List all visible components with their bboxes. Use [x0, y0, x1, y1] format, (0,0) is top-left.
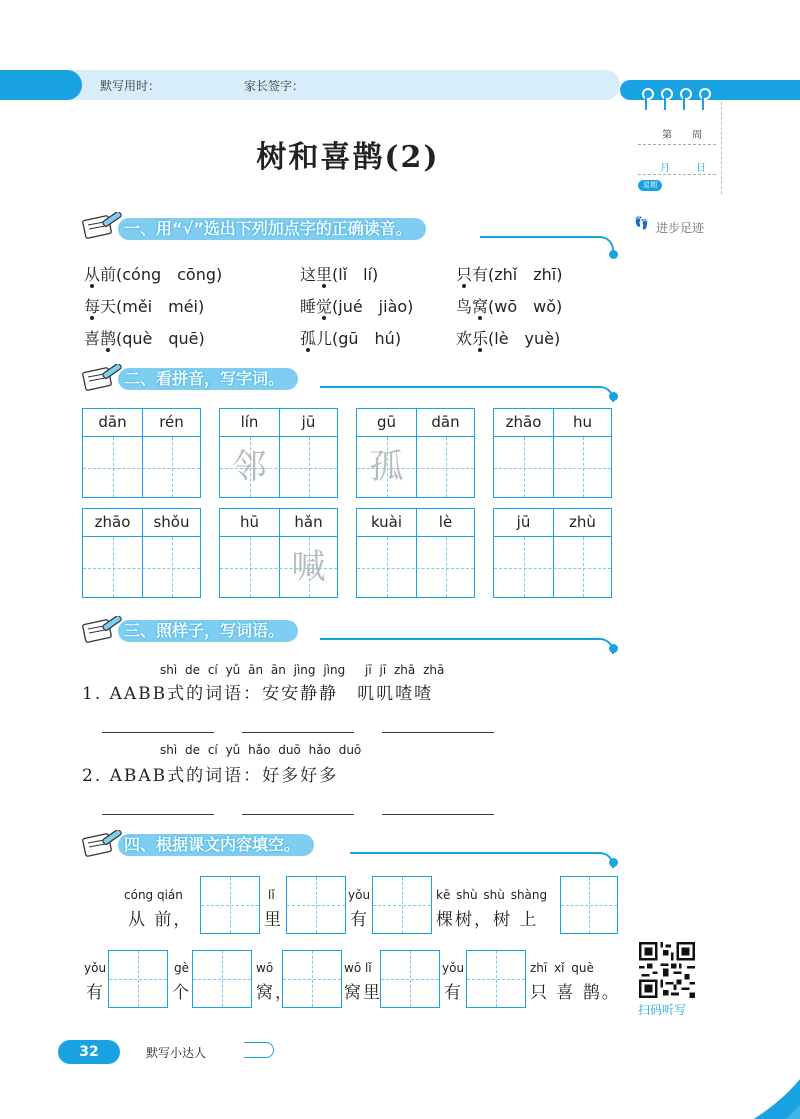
q4-pinyin: cóng qián — [124, 888, 183, 902]
section-2-title — [118, 368, 298, 390]
q3-line2-pinyin: shì de cí yǔ hǎo duō hǎo duō — [160, 743, 362, 757]
grid-guide — [357, 568, 474, 569]
grid-guide — [494, 468, 611, 469]
grid-pinyin: zhù — [569, 513, 596, 531]
q3-line1-pinyin: shì de cí yǔ ān ān jìng jìng jī jī zhā zhā — [160, 663, 445, 677]
q1-item: 喜鹊(què quē) — [84, 329, 205, 348]
grid-guide — [524, 537, 525, 597]
grid-guide — [220, 568, 337, 569]
month-label: 月 — [660, 163, 670, 174]
weekday-tag: 星期 — [638, 180, 662, 191]
footer-curve — [244, 1042, 274, 1058]
qr-code-icon[interactable] — [639, 942, 695, 998]
q4-writing-box[interactable] — [560, 876, 618, 934]
answer-blank[interactable] — [242, 814, 354, 815]
q1-item: 每天(měi méi) — [84, 297, 205, 316]
q4-writing-box[interactable] — [108, 950, 168, 1008]
q4-text: 棵树，树 上 — [436, 910, 539, 930]
q1-item: 睡觉(jué jiào) — [300, 297, 414, 316]
answer-blank[interactable] — [382, 814, 494, 815]
q4-pinyin: yǒu — [442, 961, 465, 975]
answer-blank[interactable] — [102, 732, 214, 733]
section-text: 照样子，写词语。 — [156, 621, 285, 640]
pinyin-writing-grid[interactable] — [356, 408, 475, 498]
pinyin-writing-grid[interactable] — [493, 508, 612, 598]
grid-guide — [446, 437, 447, 497]
q1-item: 孤儿(gū hú) — [300, 329, 402, 348]
section-4-rule — [350, 852, 600, 854]
emphasis-dot — [90, 284, 94, 288]
grid-pinyin: dān — [431, 413, 460, 431]
q3-line2-text: 2. ABAB式的词语：好多好多 — [82, 766, 339, 786]
emphasis-dot — [462, 284, 466, 288]
emphasis-dot — [322, 284, 326, 288]
grid-guide — [83, 468, 200, 469]
grid-guide — [172, 537, 173, 597]
q4-text: 只 喜 鹊。 — [530, 983, 621, 1003]
answer-blank[interactable] — [242, 732, 354, 733]
corner-decoration — [712, 1020, 800, 1119]
q1-item: 欢乐(lè yuè) — [456, 329, 561, 348]
q4-text: 窝， — [256, 983, 294, 1003]
section-text: 用“√”选出下列加点字的正确读音。 — [156, 219, 412, 238]
q4-writing-box[interactable] — [192, 950, 252, 1008]
emphasis-dot — [322, 316, 326, 320]
q4-pinyin: yǒu — [348, 888, 371, 902]
section-number: 二、 — [124, 369, 157, 388]
pinyin-writing-grid[interactable] — [219, 408, 338, 498]
grid-guide — [583, 437, 584, 497]
q1-item: 这里(lǐ lí) — [300, 265, 379, 284]
section-1-rule — [480, 236, 600, 238]
section-2-end-dot — [609, 392, 618, 401]
progress-label: 进步足迹 — [656, 221, 705, 235]
grid-pinyin: hǎn — [294, 513, 323, 531]
grid-guide — [83, 568, 200, 569]
emphasis-dot — [478, 348, 482, 352]
q4-text: 里 — [264, 910, 283, 930]
q4-pinyin: zhī xǐ què — [530, 961, 594, 975]
section-3-end-dot — [609, 644, 618, 653]
q4-text: 窝里 — [344, 983, 382, 1003]
q4-text: 从 前， — [128, 910, 193, 930]
qr-label: 扫码听写 — [638, 1003, 687, 1017]
grid-pinyin: lín — [240, 413, 259, 431]
grid-pinyin: shǒu — [153, 513, 190, 531]
q1-item: 从前(cóng cōng) — [84, 265, 223, 284]
grid-pinyin: gū — [376, 413, 397, 431]
emphasis-dot — [106, 348, 110, 352]
page-title: 树和喜鹊(2) — [256, 140, 440, 175]
q3-line1-text: 1. AABB式的词语：安安静静 叽叽喳喳 — [82, 684, 434, 704]
grid-pinyin: hu — [572, 413, 592, 431]
q4-text: 有 — [86, 983, 105, 1003]
emphasis-dot — [306, 348, 310, 352]
q4-pinyin: wō — [256, 961, 274, 975]
section-text: 根据课文内容填空。 — [156, 835, 301, 854]
q4-text: 有 — [444, 983, 463, 1003]
section-number: 三、 — [124, 621, 157, 640]
pinyin-writing-grid[interactable] — [219, 508, 338, 598]
q4-writing-box[interactable] — [466, 950, 526, 1008]
parent-signature-label: 家长签字： — [244, 79, 305, 93]
week-suffix: 周 — [692, 130, 702, 141]
grid-pinyin: hū — [239, 513, 259, 531]
grid-hint-character: 邻 — [232, 447, 267, 487]
section-text: 看拼音，写字词。 — [156, 369, 285, 388]
pinyin-writing-grid[interactable] — [493, 408, 612, 498]
grid-guide — [524, 437, 525, 497]
grid-guide — [309, 437, 310, 497]
q4-text: 有 — [350, 910, 369, 930]
section-number: 四、 — [124, 835, 157, 854]
q1-item: 只有(zhǐ zhī) — [456, 265, 563, 284]
grid-guide — [494, 568, 611, 569]
q4-pinyin: yǒu — [84, 961, 107, 975]
answer-blank[interactable] — [382, 732, 494, 733]
grid-pinyin: jū — [516, 513, 531, 531]
grid-guide — [250, 537, 251, 597]
section-3-title — [118, 620, 298, 642]
section-4-end-dot — [609, 858, 618, 867]
page-number: 32 — [58, 1040, 120, 1064]
week-label: 第 — [662, 130, 672, 141]
grid-guide — [446, 537, 447, 597]
grid-pinyin: lè — [438, 513, 453, 531]
grid-guide — [113, 537, 114, 597]
grid-guide — [583, 537, 584, 597]
section-1-end-dot — [609, 250, 618, 259]
q4-writing-box[interactable] — [282, 950, 342, 1008]
section-4-title — [118, 834, 314, 856]
day-label: 日 — [696, 163, 706, 174]
pinyin-writing-grid[interactable] — [356, 508, 475, 598]
book-title: 默写小达人 — [146, 1046, 207, 1060]
section-number: 一、 — [124, 219, 157, 238]
grid-guide — [387, 537, 388, 597]
q4-writing-box[interactable] — [286, 876, 346, 934]
grid-pinyin: kuài — [370, 513, 403, 531]
pinyin-writing-grid[interactable] — [82, 408, 201, 498]
q4-writing-box[interactable] — [372, 876, 432, 934]
grid-hint-character: 孤 — [369, 447, 404, 487]
q1-item: 鸟窝(wō wǒ) — [456, 297, 563, 316]
q4-writing-box[interactable] — [380, 950, 440, 1008]
q4-text: 个 — [172, 983, 191, 1003]
dictation-time-label: 默写用时： — [100, 79, 161, 93]
q4-pinyin: gè — [174, 961, 189, 975]
q4-pinyin: kē shù shù shàng — [436, 888, 548, 902]
grid-pinyin: rén — [159, 413, 184, 431]
grid-guide — [113, 437, 114, 497]
emphasis-dot — [478, 316, 482, 320]
q4-writing-box[interactable] — [200, 876, 260, 934]
q4-pinyin: wō lǐ — [344, 961, 372, 975]
emphasis-dot — [90, 316, 94, 320]
grid-guide — [172, 437, 173, 497]
q4-pinyin: lǐ — [268, 888, 275, 902]
section-3-rule — [320, 638, 600, 640]
grid-hint-character: 喊 — [291, 547, 326, 587]
pinyin-writing-grid[interactable] — [82, 508, 201, 598]
grid-pinyin: zhāo — [505, 413, 542, 431]
footprint-icon: 👣 — [634, 216, 649, 230]
section-1-title — [118, 218, 426, 240]
grid-guide — [357, 468, 474, 469]
grid-pinyin: jū — [301, 413, 316, 431]
header-tab — [0, 70, 82, 100]
grid-guide — [220, 468, 337, 469]
grid-pinyin: zhāo — [94, 513, 131, 531]
section-2-rule — [320, 386, 600, 388]
answer-blank[interactable] — [102, 814, 214, 815]
header-bar — [0, 70, 620, 100]
grid-pinyin: dān — [98, 413, 127, 431]
